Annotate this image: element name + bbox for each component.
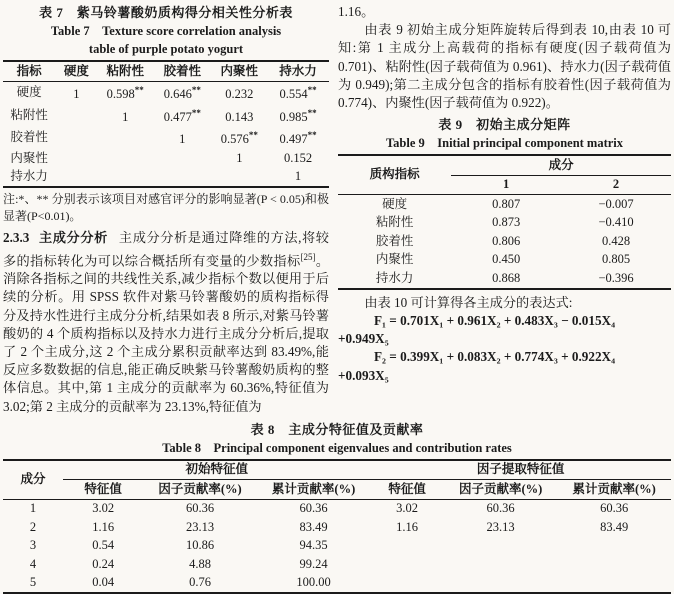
component-id: 5 xyxy=(29,575,37,590)
table-row xyxy=(3,81,329,104)
table7-header-adhesiveness: 粘附性 xyxy=(98,61,153,81)
correlation-cell: 0.985** xyxy=(279,107,317,124)
table-row xyxy=(3,104,329,127)
correlation-cell: 0.576** xyxy=(220,130,258,147)
loading-cell: 0.428 xyxy=(601,233,631,248)
row-label: 粘附性 xyxy=(375,215,414,230)
correlation-cell xyxy=(212,168,267,188)
pca-matrix-table xyxy=(338,154,671,290)
significance-stars: ** xyxy=(134,85,144,95)
formula-f2-line1: F₂ = 0.399X₁ + 0.083X₂ + 0.774X₃ + 0.922X₄ xyxy=(374,349,616,365)
correlation-cell xyxy=(55,149,97,168)
left-column xyxy=(3,3,329,416)
formula-f1 xyxy=(338,312,671,348)
table7-header-whc: 持水力 xyxy=(267,61,329,81)
correlation-cell: 0.232 xyxy=(225,87,254,102)
eigenvalue-table xyxy=(3,459,671,594)
value-cell: 4.88 xyxy=(189,556,211,571)
table8-subheader-cumulative-2: 累计贡献率(%) xyxy=(557,480,671,500)
table8-title-zh: 表 8 主成分特征值及贡献率 xyxy=(250,421,424,437)
value-cell: 10.86 xyxy=(185,538,215,553)
table8-subheader-cumulative-1: 累计贡献率(%) xyxy=(257,480,371,500)
section-number: 2.3.3 xyxy=(3,230,30,246)
table8-row-header: 成分 xyxy=(3,460,63,500)
correlation-cell: 0.152 xyxy=(283,150,313,165)
two-column-layout xyxy=(3,3,671,416)
table9-titles xyxy=(338,115,671,152)
table-row xyxy=(338,269,671,289)
correlation-cell: 1 xyxy=(122,109,129,124)
value-cell xyxy=(557,555,671,574)
table8-extracted-eigenvalue-group: 因子提取特征值 xyxy=(370,460,671,480)
correlation-cell: 0.646** xyxy=(163,85,201,102)
correlation-cell xyxy=(98,149,153,168)
value-cell xyxy=(370,537,443,556)
loading-cell: −0.007 xyxy=(598,196,634,211)
correlation-cell xyxy=(55,168,97,188)
table-row xyxy=(3,149,329,168)
table8-subheader-contribution-2: 因子贡献率(%) xyxy=(444,480,558,500)
row-label: 粘附性 xyxy=(10,107,48,122)
value-cell: 99.24 xyxy=(299,556,328,571)
row-label: 持水力 xyxy=(375,270,414,285)
table-row xyxy=(3,168,329,188)
table7-title-zh: 表 7 紫马铃薯酸奶质构得分相关性分析表 xyxy=(39,5,293,20)
component-id: 4 xyxy=(29,556,37,571)
correlation-table xyxy=(3,60,329,188)
loading-cell: −0.410 xyxy=(598,215,634,230)
section-body-part1: 主成分分析是通过降维的方法,将较多的指标转化为可以综合概括所有变量的少数指标 xyxy=(3,230,329,269)
right-paragraph-2: 由表 10 可计算得各主成分的表达式: xyxy=(364,294,573,310)
significance-stars: ** xyxy=(191,85,201,95)
table7-header-row xyxy=(3,61,329,81)
right-column xyxy=(338,3,671,416)
table7-header-hardness: 硬度 xyxy=(55,61,97,81)
value-cell: 60.36 xyxy=(299,501,328,516)
row-label: 内聚性 xyxy=(10,150,48,165)
section-body-part2: 。消除各指标之间的共线性关系,减少指标个数以便用于后续的分析。用 SPSS 软件对紫马铃薯酸奶的质构指标得分及持水性进行主成分分析,结果如表 8 所示,对紫马铃薯酸奶的 4 个质构指标以及持水力进行主成分分析后,提取了 2 个主成分,这 2 个主成分累积贡献率达到 83.49%,能反应多数数据的信息,能正确反映紫马铃薯酸奶质构的整体信息。其中,第 1 主成分的贡献率为 60.36%,特征值为 3.02;第 2 主成分的贡献率为 23.13%,特征值为 xyxy=(3,253,330,414)
table8-subheader-contribution-1: 因子贡献率(%) xyxy=(143,480,257,500)
formula-f2 xyxy=(338,348,671,384)
formula-f2-line2: +0.093X₅ xyxy=(338,367,389,383)
component-id: 1 xyxy=(29,501,37,516)
table-row xyxy=(338,195,671,214)
loading-cell: 0.807 xyxy=(492,196,521,211)
value-cell: 0.54 xyxy=(92,538,115,553)
value-cell: 60.36 xyxy=(486,501,515,516)
value-cell: 83.49 xyxy=(600,519,629,534)
table9-title-en: Table 9 Initial principal component matrix xyxy=(385,136,624,151)
table7-footnote: 注:*、** 分别表示该项目对感官评分的影响显著(P < 0.05)和极显著(P<0.01)。 xyxy=(3,192,329,223)
table9-component-group-header: 成分 xyxy=(451,155,671,175)
correlation-cell xyxy=(55,104,97,127)
row-label: 内聚性 xyxy=(375,252,414,267)
value-cell: 100.00 xyxy=(296,575,331,590)
carryover-line: 1.16。 xyxy=(338,4,375,19)
formula-f1-line2: +0.949X₅ xyxy=(338,331,389,347)
value-cell: 23.13 xyxy=(486,519,515,534)
row-label: 硬度 xyxy=(382,196,408,211)
correlation-cell xyxy=(98,127,153,150)
correlation-cell xyxy=(98,168,153,188)
table9-row-header: 质构指标 xyxy=(338,155,451,195)
value-cell: 0.76 xyxy=(189,575,211,590)
component-id: 3 xyxy=(29,538,37,553)
table9-group-header-row xyxy=(338,155,671,175)
value-cell xyxy=(444,555,558,574)
table-row xyxy=(338,214,671,233)
correlation-cell xyxy=(55,127,97,150)
loading-cell: 0.868 xyxy=(492,270,521,285)
loading-cell: 0.450 xyxy=(492,252,521,267)
row-label: 胶着性 xyxy=(375,233,414,248)
table7-header-gumminess: 胶着性 xyxy=(153,61,212,81)
component-id: 2 xyxy=(29,519,37,534)
table8-subheader-row xyxy=(3,480,671,500)
table9-subheader-2: 2 xyxy=(561,175,671,195)
correlation-cell: 1 xyxy=(73,87,80,102)
loading-cell: 0.805 xyxy=(601,252,631,267)
value-cell: 94.35 xyxy=(299,538,328,553)
value-cell: 83.49 xyxy=(299,519,328,534)
table8-subheader-eigenvalue-2: 特征值 xyxy=(370,480,443,500)
table8-section xyxy=(3,420,671,594)
value-cell xyxy=(557,537,671,556)
correlation-cell xyxy=(153,168,212,188)
table8-group-header-row xyxy=(3,460,671,480)
section-title: 主成分分析 xyxy=(38,230,108,246)
value-cell xyxy=(370,555,443,574)
significance-stars: ** xyxy=(307,85,317,95)
correlation-cell: 0.477** xyxy=(163,107,201,124)
value-cell xyxy=(444,537,558,556)
row-label: 硬度 xyxy=(16,85,42,100)
correlation-cell: 1 xyxy=(236,150,243,165)
loading-cell: −0.396 xyxy=(598,270,634,285)
correlation-cell: 1 xyxy=(294,169,302,184)
correlation-cell xyxy=(153,149,212,168)
table-row xyxy=(338,232,671,251)
table8-subheader-eigenvalue-1: 特征值 xyxy=(63,480,143,500)
correlation-cell: 0.143 xyxy=(225,109,254,124)
table7-header-indicator: 指标 xyxy=(3,61,55,81)
table9-subheader-1: 1 xyxy=(451,175,561,195)
value-cell: 60.36 xyxy=(185,501,215,516)
table7-title-en-line1: Table 7 Texture score correlation analysis xyxy=(50,24,282,38)
value-cell: 3.02 xyxy=(92,501,115,516)
value-cell: 0.24 xyxy=(92,556,115,571)
row-label: 胶着性 xyxy=(10,130,48,145)
correlation-cell: 1 xyxy=(179,132,186,147)
loading-cell: 0.806 xyxy=(492,233,521,248)
table8-title-en: Table 8 Principal component eigenvalues and contribution rates xyxy=(162,440,512,455)
value-cell: 3.02 xyxy=(396,501,419,516)
table7-header-cohesiveness: 内聚性 xyxy=(212,61,267,81)
table-row xyxy=(3,555,671,574)
right-paragraph-1: 由表 9 初始主成分矩阵旋转后得到表 10,由表 10 可知:第 1 主成分上高载荷的指标有硬度(因子载荷值为 0.701)、粘附性(因子载荷值为 0.961)、持水力(因子载荷值为 0.949);第二主成分包含的指标有胶着性(因子载荷值为 0.774)、内聚性(因子载荷值为 0.922)。 xyxy=(338,22,671,111)
correlation-cell: 0.554** xyxy=(279,85,317,102)
table-row xyxy=(3,499,671,518)
value-cell: 60.36 xyxy=(600,501,629,516)
table8-initial-eigenvalue-group: 初始特征值 xyxy=(63,460,370,480)
value-cell: 1.16 xyxy=(396,519,419,534)
table7-title-en-line2: table of purple potato yogurt xyxy=(88,42,244,56)
section-paragraph xyxy=(3,229,329,415)
correlation-cell: 0.497** xyxy=(279,130,317,147)
loading-cell: 0.873 xyxy=(492,215,521,230)
value-cell: 0.04 xyxy=(92,575,115,590)
row-label: 持水力 xyxy=(10,169,48,184)
value-cell: 23.13 xyxy=(185,519,215,534)
table-row xyxy=(338,251,671,270)
table-row xyxy=(3,518,671,537)
table-row xyxy=(3,127,329,150)
value-cell: 1.16 xyxy=(92,519,115,534)
table9-title-zh: 表 9 初始主成分矩阵 xyxy=(438,117,571,133)
formula-f1-line1: F₁ = 0.701X₁ + 0.961X₂ + 0.483X₃ − 0.015X₄ xyxy=(374,312,616,328)
correlation-cell: 0.598** xyxy=(106,85,144,102)
table-row xyxy=(3,537,671,556)
citation-ref: [25] xyxy=(300,251,316,262)
